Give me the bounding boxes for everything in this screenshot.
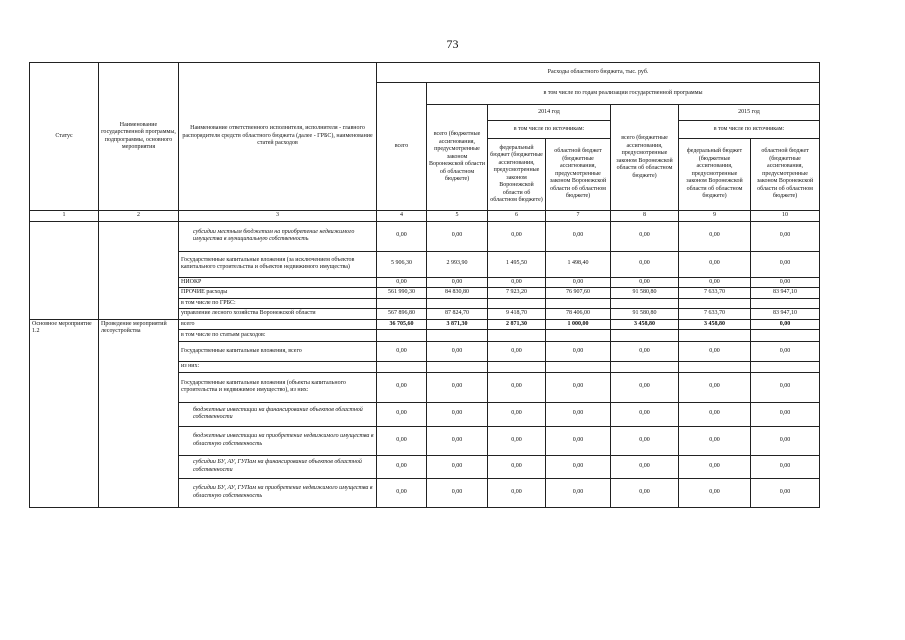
value-cell: 0,00 [427,402,488,426]
value-cell: 0,00 [488,478,546,507]
status-cell: Основное мероприятие 1.2 [30,319,99,507]
value-cell: 0,00 [751,251,820,277]
expense-item-name: бюджетные инвестиции на финансирование объектов областной собственности [179,402,377,426]
value-cell: 9 418,70 [488,309,546,320]
expense-item-name: бюджетные инвестиции на приобретение недвижимого имущества в областную собственность [179,426,377,455]
value-cell: 1 000,00 [546,319,611,330]
value-cell [377,362,427,373]
value-cell: 0,00 [546,342,611,362]
expense-item-name: НИОКР [179,277,377,288]
value-cell: 0,00 [679,251,751,277]
header-by-sources-2015: в том числе по источникам: [679,121,820,139]
column-numbers-row [30,211,820,222]
value-cell [679,362,751,373]
header-status: Статус [30,63,99,211]
expense-item-name: в том числе по ГРБС: [179,298,377,309]
col-number: 3 [179,211,377,222]
value-cell: 0,00 [679,277,751,288]
value-cell: 7 633,70 [679,309,751,320]
value-cell: 0,00 [751,455,820,478]
value-cell [679,298,751,309]
value-cell: 0,00 [751,372,820,402]
value-cell: 0,00 [546,221,611,251]
program-cell [99,221,179,319]
value-cell [751,330,820,342]
expense-item-name: субсидии БУ, АУ, ГУПам на приобретение недвижимого имущества в областную собственность [179,478,377,507]
expense-item-name: управление лесного хозяйства Воронежской области [179,309,377,320]
budget-table [29,62,820,508]
value-cell: 0,00 [751,342,820,362]
value-cell: 0,00 [488,277,546,288]
value-cell: 76 907,60 [546,288,611,299]
value-cell: 0,00 [611,372,679,402]
value-cell: 0,00 [611,426,679,455]
value-cell: 561 990,30 [377,288,427,299]
value-cell: 0,00 [427,478,488,507]
table-row [30,221,820,251]
value-cell: 0,00 [679,426,751,455]
value-cell: 0,00 [679,372,751,402]
value-cell: 0,00 [546,277,611,288]
expense-item-name: из них: [179,362,377,373]
value-cell [427,298,488,309]
col-number: 8 [611,211,679,222]
value-cell: 0,00 [611,342,679,362]
value-cell: 0,00 [751,402,820,426]
header-federal-2015: федеральный бюджет (бюджетные ассигнования, предусмотренные законом Воронежской области об областном бюджете) [679,139,751,211]
value-cell: 0,00 [751,319,820,330]
expense-item-name: всего [179,319,377,330]
value-cell: 91 580,80 [611,288,679,299]
col-number: 6 [488,211,546,222]
value-cell: 0,00 [679,221,751,251]
header-year-2015: 2015 год [679,105,820,121]
value-cell: 0,00 [427,455,488,478]
status-cell [30,221,99,319]
value-cell [679,330,751,342]
value-cell [377,330,427,342]
value-cell [488,362,546,373]
value-cell: 0,00 [377,221,427,251]
value-cell: 0,00 [679,402,751,426]
value-cell: 0,00 [546,372,611,402]
table-row [30,319,820,330]
value-cell: 0,00 [546,455,611,478]
value-cell: 83 947,10 [751,309,820,320]
header-regional-2014: областной бюджет (бюджетные ассигнования, предусмотренные законом Воронежской области об областном бюджете) [546,139,611,211]
expense-item-name: Государственные капитальные вложения (объекты капитального строительства и недвижимое имущество), из них: [179,372,377,402]
value-cell: 0,00 [427,426,488,455]
table-body [30,221,820,507]
value-cell [377,298,427,309]
value-cell [546,298,611,309]
value-cell: 0,00 [611,251,679,277]
header-program-name: Наименование государственной программы, подпрограммы, основного мероприятия [99,63,179,211]
value-cell [751,298,820,309]
value-cell: 0,00 [751,478,820,507]
value-cell: 0,00 [427,342,488,362]
col-number: 1 [30,211,99,222]
col-number: 7 [546,211,611,222]
value-cell: 0,00 [546,426,611,455]
value-cell: 84 830,80 [427,288,488,299]
value-cell: 0,00 [751,426,820,455]
value-cell [546,330,611,342]
value-cell [427,362,488,373]
value-cell: 7 633,70 [679,288,751,299]
expense-item-name: ПРОЧИЕ расходы [179,288,377,299]
value-cell: 0,00 [377,342,427,362]
value-cell: 0,00 [377,478,427,507]
value-cell: 3 458,80 [679,319,751,330]
header-by-sources-2014: в том числе по источникам: [488,121,611,139]
value-cell [611,298,679,309]
value-cell: 2 993,90 [427,251,488,277]
value-cell: 5 906,30 [377,251,427,277]
value-cell: 0,00 [377,277,427,288]
col-number: 5 [427,211,488,222]
value-cell: 0,00 [377,372,427,402]
value-cell: 0,00 [546,478,611,507]
value-cell: 0,00 [377,426,427,455]
header-executor: Наименование ответственного исполнителя, исполнителя - главного распорядителя средств областного бюджета (далее - ГРБС), наименование статей расходов [179,63,377,211]
value-cell: 0,00 [611,221,679,251]
header-total-budget-2015: всего (бюджетные ассигнования, предусмотренные законом Воронежской области об областном бюджете) [611,105,679,211]
col-number: 4 [377,211,427,222]
value-cell: 0,00 [546,402,611,426]
value-cell: 0,00 [679,478,751,507]
value-cell: 0,00 [427,277,488,288]
header-federal-2014: федеральный бюджет (бюджетные ассигнования, предусмотренные законом Воронежской области об областном бюджете) [488,139,546,211]
value-cell: 0,00 [427,372,488,402]
header-regional-2015: областной бюджет (бюджетные ассигнования, предусмотренные законом Воронежской области об областном бюджете) [751,139,820,211]
value-cell: 0,00 [751,277,820,288]
expense-item-name: Государственные капитальные вложения (за исключением объектов капитального строительства и объектов недвижимого имущества) [179,251,377,277]
value-cell [546,362,611,373]
value-cell [751,362,820,373]
page-number: 73 [446,37,459,51]
value-cell: 0,00 [488,342,546,362]
value-cell: 0,00 [751,221,820,251]
value-cell: 0,00 [488,221,546,251]
value-cell [427,330,488,342]
program-cell: Проведение мероприятий лесоустройства [99,319,179,507]
value-cell: 2 871,30 [488,319,546,330]
col-number: 9 [679,211,751,222]
value-cell: 0,00 [611,277,679,288]
value-cell: 1 498,40 [546,251,611,277]
value-cell: 0,00 [488,426,546,455]
value-cell: 0,00 [488,372,546,402]
value-cell: 83 947,10 [751,288,820,299]
expense-item-name: Государственные капитальные вложения, всего [179,342,377,362]
value-cell [488,330,546,342]
value-cell: 0,00 [611,478,679,507]
value-cell [611,362,679,373]
value-cell: 1 495,50 [488,251,546,277]
value-cell: 0,00 [488,455,546,478]
value-cell: 567 896,80 [377,309,427,320]
value-cell: 78 406,00 [546,309,611,320]
col-number: 2 [99,211,179,222]
col-number: 10 [751,211,820,222]
value-cell: 0,00 [377,455,427,478]
value-cell: 0,00 [377,402,427,426]
value-cell: 3 458,80 [611,319,679,330]
header-total-budget-2014: всего (бюджетные ассигнования, предусмотренные законом Воронежской области об областном бюджете) [427,105,488,211]
value-cell: 0,00 [611,455,679,478]
header-by-years: в том числе по годам реализации государственной программы [427,83,820,105]
value-cell: 7 923,20 [488,288,546,299]
header-year-2014: 2014 год [488,105,611,121]
value-cell: 0,00 [679,455,751,478]
value-cell [488,298,546,309]
value-cell: 91 580,80 [611,309,679,320]
expense-item-name: в том числе по статьям расходов: [179,330,377,342]
value-cell: 36 705,60 [377,319,427,330]
value-cell: 0,00 [679,342,751,362]
expense-item-name: субсидии БУ, АУ, ГУПам на финансирование объектов областной собственности [179,455,377,478]
value-cell: 87 824,70 [427,309,488,320]
value-cell: 0,00 [488,402,546,426]
value-cell: 3 871,30 [427,319,488,330]
value-cell: 0,00 [611,402,679,426]
value-cell [611,330,679,342]
expense-item-name: субсидии местным бюджетам на приобретение недвижимого имущества в муниципальную собственность [179,221,377,251]
header-expenses: Расходы областного бюджета, тыс. руб. [377,63,820,83]
value-cell: 0,00 [427,221,488,251]
header-total: всего [377,83,427,211]
